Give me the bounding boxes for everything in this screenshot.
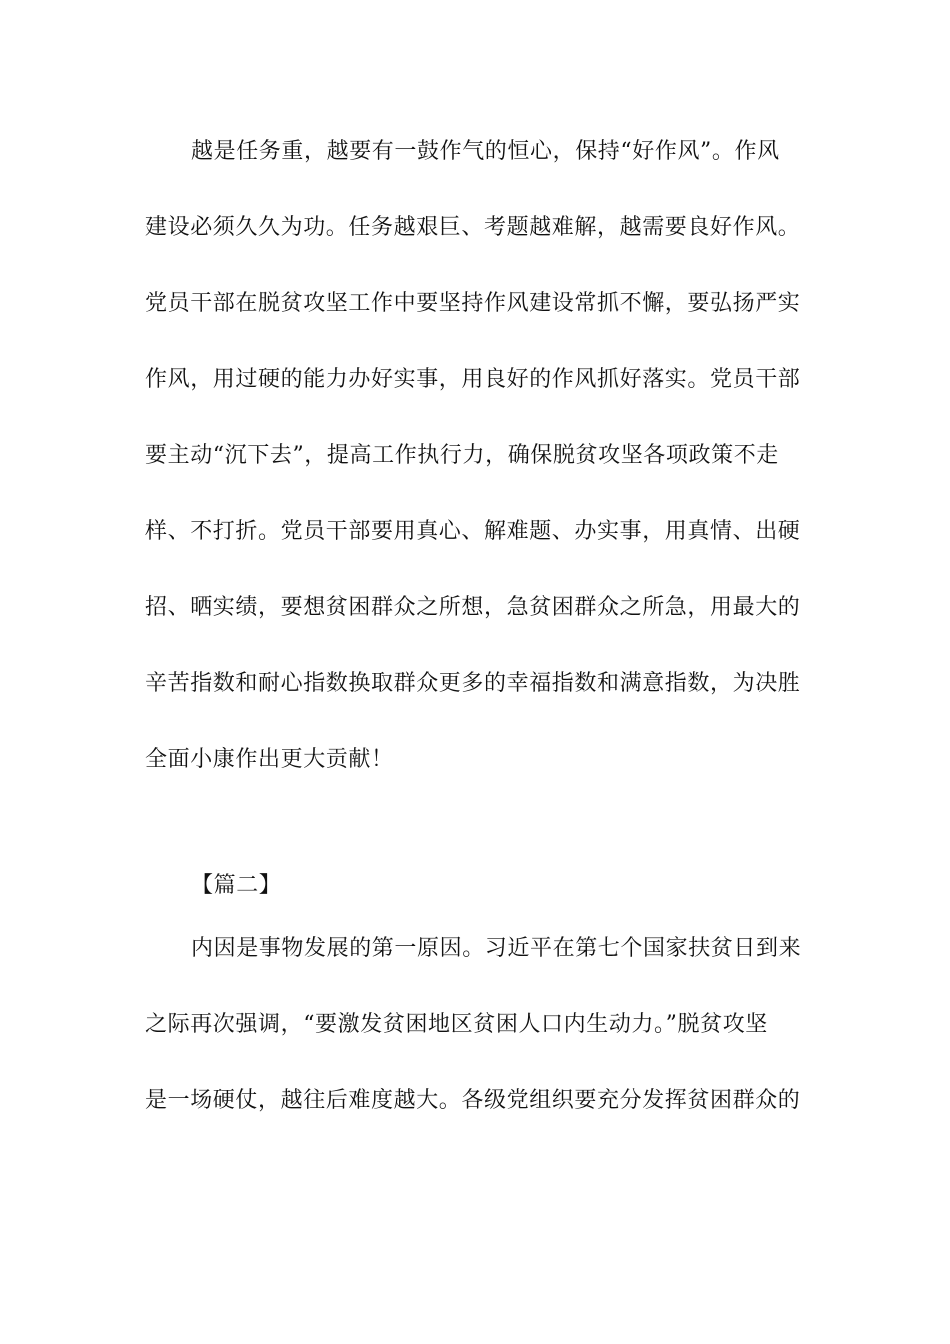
paragraph-1 xyxy=(145,138,801,822)
paragraph-line: 之际再次强调，“要激发贫困地区贫困人口内生动力。”脱贫攻坚 xyxy=(145,1012,768,1037)
paragraph-line: 全面小康作出更大贡献！ xyxy=(145,747,394,772)
paragraph-line: 要主动“沉下去”，提高工作执行力，确保脱贫攻坚各项政策不走 xyxy=(145,443,779,468)
paragraph-line: 党员干部在脱贫攻坚工作中要坚持作风建设常抓不懈，要弘扬严实 xyxy=(145,291,801,316)
paragraph-line: 辛苦指数和耐心指数换取群众更多的幸福指数和满意指数，为决胜 xyxy=(145,671,801,696)
paragraph-line: 作风，用过硬的能力办好实事，用良好的作风抓好落实。党员干部 xyxy=(145,367,801,392)
paragraph-line: 招、晒实绩，要想贫困群众之所想，急贫困群众之所急，用最大的 xyxy=(145,595,801,620)
paragraph-line: 是一场硬仗，越往后难度越大。各级党组织要充分发挥贫困群众的 xyxy=(145,1088,801,1113)
paragraph-line: 内因是事物发展的第一原因。习近平在第七个国家扶贫日到来 xyxy=(191,936,802,961)
paragraph-line: 样、不打折。党员干部要用真心、解难题、办实事，用真情、出硬 xyxy=(145,519,801,544)
paragraph-line: 越是任务重，越要有一鼓作气的恒心，保持“好作风”。作风 xyxy=(191,139,780,164)
paragraph-2 xyxy=(145,935,802,1163)
section-heading-text: 【篇二】 xyxy=(191,873,282,898)
paragraph-line: 建设必须久久为功。任务越艰巨、考题越难解，越需要良好作风。 xyxy=(145,215,801,240)
